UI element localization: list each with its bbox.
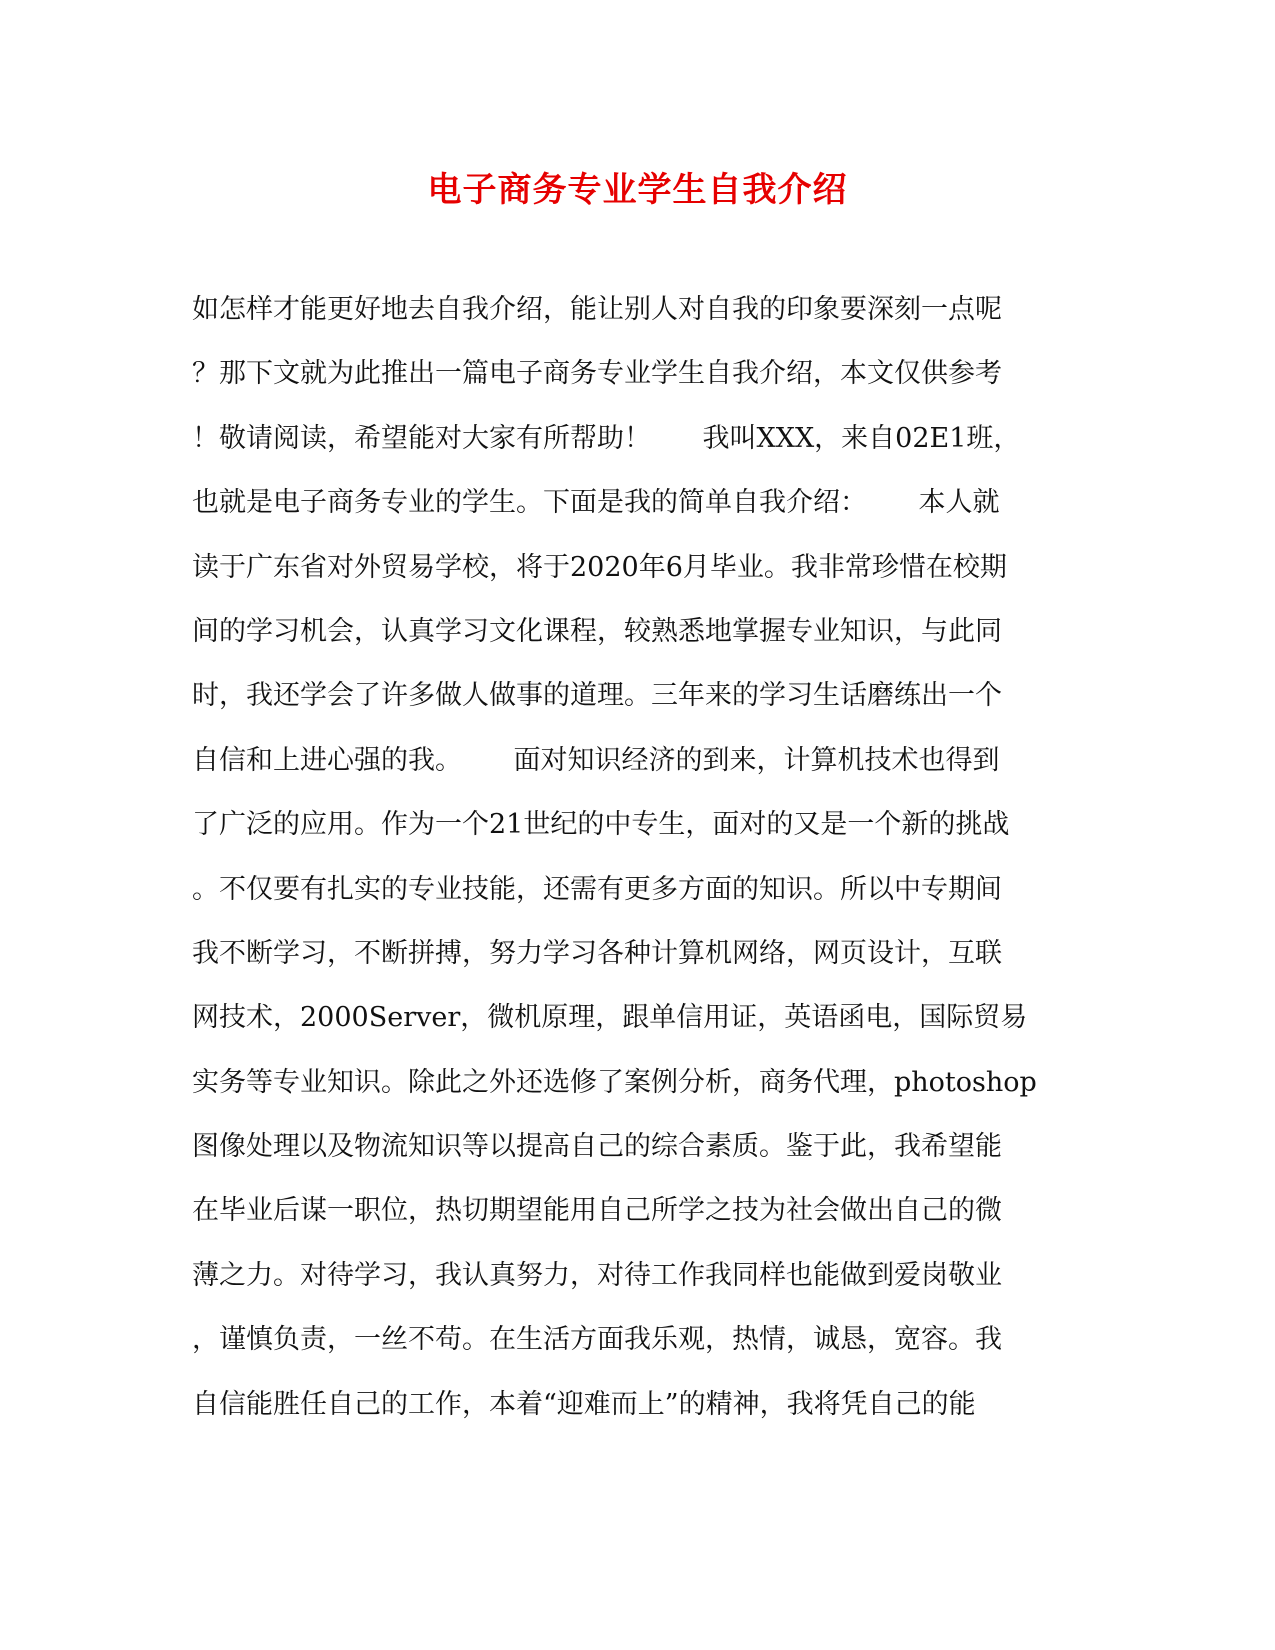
body-line: ？那下文就为此推出一篇电子商务专业学生自我介绍，本文仅供参考 [192,358,1002,390]
body-line: 实务等专业知识。除此之外还选修了案例分析，商务代理，photoshop [192,1066,1037,1098]
body-line: 了广泛的应用。作为一个21世纪的中专生，面对的又是一个新的挑战 [192,809,1010,841]
body-line: 读于广东省对外贸易学校，将于2020年6月毕业。我非常珍惜在校期 [192,551,1007,583]
document-title: 电子商务专业学生自我介绍 [427,170,848,210]
body-line: ！敬请阅读，希望能对大家有所帮助！ 我叫XXX，来自02E1班， [192,422,1021,454]
body-line: 薄之力。对待学习，我认真努力，对待工作我同样也能做到爱岗敬业 [192,1259,1002,1291]
document-body [192,278,1092,1437]
body-line: 网技术，2000Server，微机原理，跟单信用证，英语函电，国际贸易 [192,1002,1028,1034]
body-line: 我不断学习，不断拼搏，努力学习各种计算机网络，网页设计，互联 [192,937,1002,969]
body-line: ，谨慎负责，一丝不苟。在生活方面我乐观，热情，诚恳，宽容。我 [192,1324,1002,1356]
body-line: 。不仅要有扎实的专业技能，还需有更多方面的知识。所以中专期间 [192,873,1002,905]
body-line: 自信能胜任自己的工作，本着“迎难而上”的精神，我将凭自己的能 [192,1388,976,1420]
body-line: 在毕业后谋一职位，热切期望能用自己所学之技为社会做出自己的微 [192,1195,1002,1227]
body-line: 如怎样才能更好地去自我介绍，能让别人对自我的印象要深刻一点呢 [192,294,1002,325]
body-line: 自信和上进心强的我。 面对知识经济的到来，计算机技术也得到 [192,744,1000,776]
body-line: 间的学习机会，认真学习文化课程，较熟悉地掌握专业知识，与此同 [192,615,1002,647]
body-line: 也就是电子商务专业的学生。下面是我的简单自我介绍： 本人就 [192,487,1000,519]
body-line: 时，我还学会了许多做人做事的道理。三年来的学习生话磨练出一个 [192,680,1002,712]
body-line: 图像处理以及物流知识等以提高自己的综合素质。鉴于此，我希望能 [192,1131,1002,1163]
